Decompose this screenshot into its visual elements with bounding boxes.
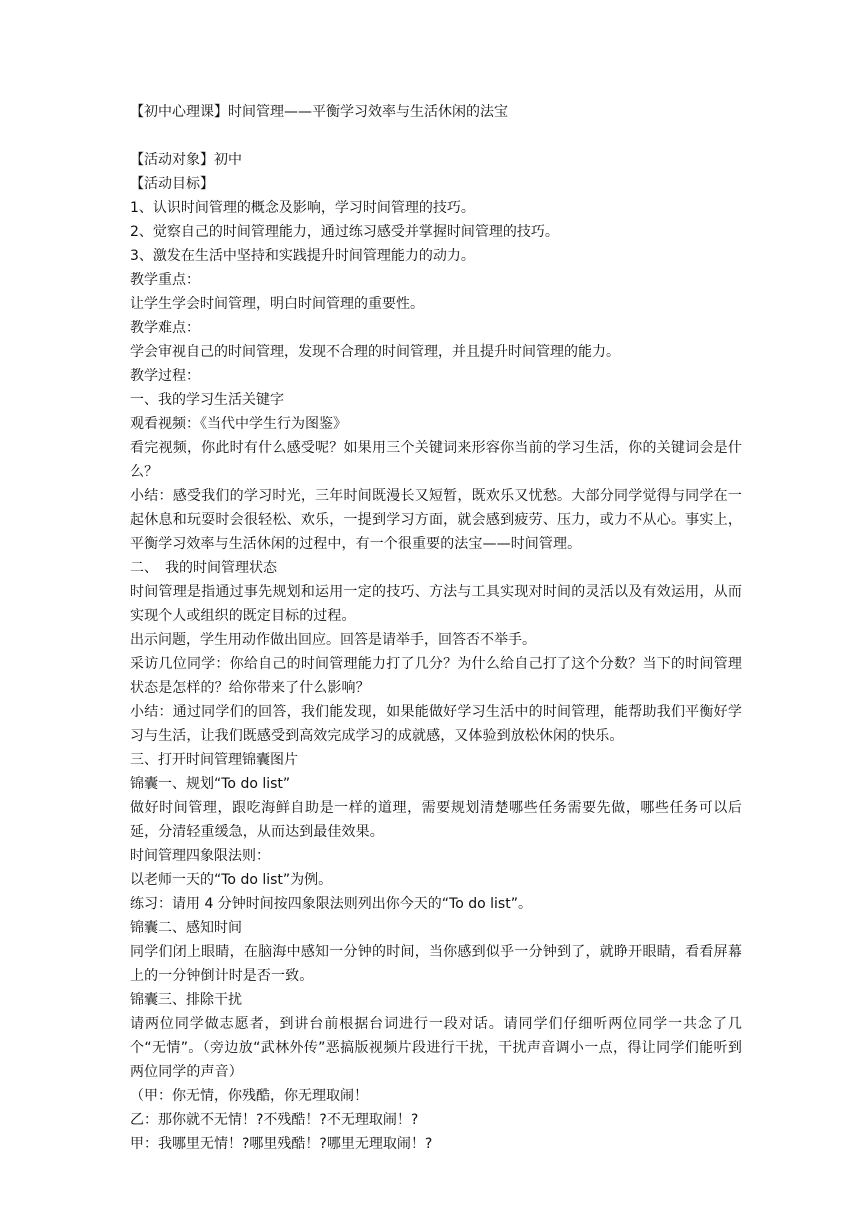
tip-3-heading: 锦囊三、排除干扰 [130,992,242,1008]
process-heading: 教学过程： [130,368,200,384]
document-page [130,100,742,1156]
exercise-line: 练习：请用 4 分钟时间按四象限法则列出你今天的“To do list”。 [130,896,532,912]
tip-1-text: 做好时间管理，跟吃海鲜自助是一样的道理，需要规划清楚哪些任务需要先做，哪些任务可以后延，分清轻重缓急，从而达到最佳效果。 [130,800,742,840]
dialogue-line-1: （甲：你无情，你残酷，你无理取闹！ [130,1088,368,1104]
dialogue-line-2: 乙：那你就不无情！?不残酷！?不无理取闹！? [130,1112,419,1128]
tip-3-text: 请两位同学做志愿者，到讲台前根据台词进行一段对话。请同学们仔细听两位同学一共念了几个“无情”。（旁边放“武林外传”恶搞版视频片段进行干扰，干扰声音调小一点，得让同学们能听到两位同学的声音） [130,1016,742,1080]
question-instruction: 出示问题，学生用动作做出回应。回答是请举手，回答否不举手。 [130,632,536,648]
key-point-text: 让学生学会时间管理，明白时间管理的重要性。 [130,296,424,312]
four-quadrant-rule: 时间管理四象限法则： [130,848,270,864]
document-title: 【初中心理课】时间管理——平衡学习效率与生活休闲的法宝 [130,104,508,120]
activity-goal-heading: 【活动目标】 [130,176,214,192]
interview-questions: 采访几位同学：你给自己的时间管理能力打了几分？为什么给自己打了这个分数？当下的时间管理状态是怎样的？给你带来了什么影响？ [130,656,742,696]
difficulty-heading: 教学难点： [130,320,200,336]
tip-2-text: 同学们闭上眼睛，在脑海中感知一分钟的时间，当你感到似乎一分钟到了，就睁开眼睛，看看屏幕上的一分钟倒计时是否一致。 [130,944,742,984]
activity-target: 【活动对象】初中 [130,152,242,168]
time-management-definition: 时间管理是指通过事先规划和运用一定的技巧、方法与工具实现对时间的灵活以及有效运用，从而实现个人或组织的既定目标的过程。 [130,584,742,624]
teacher-example: 以老师一天的“To do list”为例。 [130,872,333,888]
key-point-heading: 教学重点： [130,272,200,288]
section-1-heading: 一、我的学习生活关键字 [130,392,284,408]
keyword-question: 看完视频，你此时有什么感受呢？如果用三个关键词来形容你当前的学习生活，你的关键词会是什么？ [130,440,742,480]
blank-line [130,124,742,148]
section-2-heading: 二、 我的时间管理状态 [130,560,277,576]
summary-2: 小结：通过同学们的回答，我们能发现，如果能做好学习生活中的时间管理，能帮助我们平衡好学习与生活，让我们既感受到高效完成学习的成就感，又体验到放松休闲的快乐。 [130,704,742,744]
tip-1-heading: 锦囊一、规划“To do list” [130,776,291,792]
tip-2-heading: 锦囊二、感知时间 [130,920,242,936]
video-line: 观看视频：《当代中学生行为图鉴》 [130,416,347,432]
goal-item-3: 3、激发在生活中坚持和实践提升时间管理能力的动力。 [130,248,475,264]
goal-item-1: 1、认识时间管理的概念及影响，学习时间管理的技巧。 [130,200,475,216]
goal-item-2: 2、觉察自己的时间管理能力，通过练习感受并掌握时间管理的技巧。 [130,224,559,240]
summary-1: 小结：感受我们的学习时光，三年时间既漫长又短暂，既欢乐又忧愁。大部分同学觉得与同学在一起休息和玩耍时会很轻松、欢乐，一提到学习方面，就会感到疲劳、压力，或力不从心。事实上，平衡学习效率与生活休闲的过程中，有一个很重要的法宝——时间管理。 [130,488,742,552]
section-3-heading: 三、打开时间管理锦囊图片 [130,752,298,768]
difficulty-text: 学会审视自己的时间管理，发现不合理的时间管理，并且提升时间管理的能力。 [130,344,620,360]
dialogue-line-3: 甲：我哪里无情！?哪里残酷！?哪里无理取闹！? [130,1136,433,1152]
